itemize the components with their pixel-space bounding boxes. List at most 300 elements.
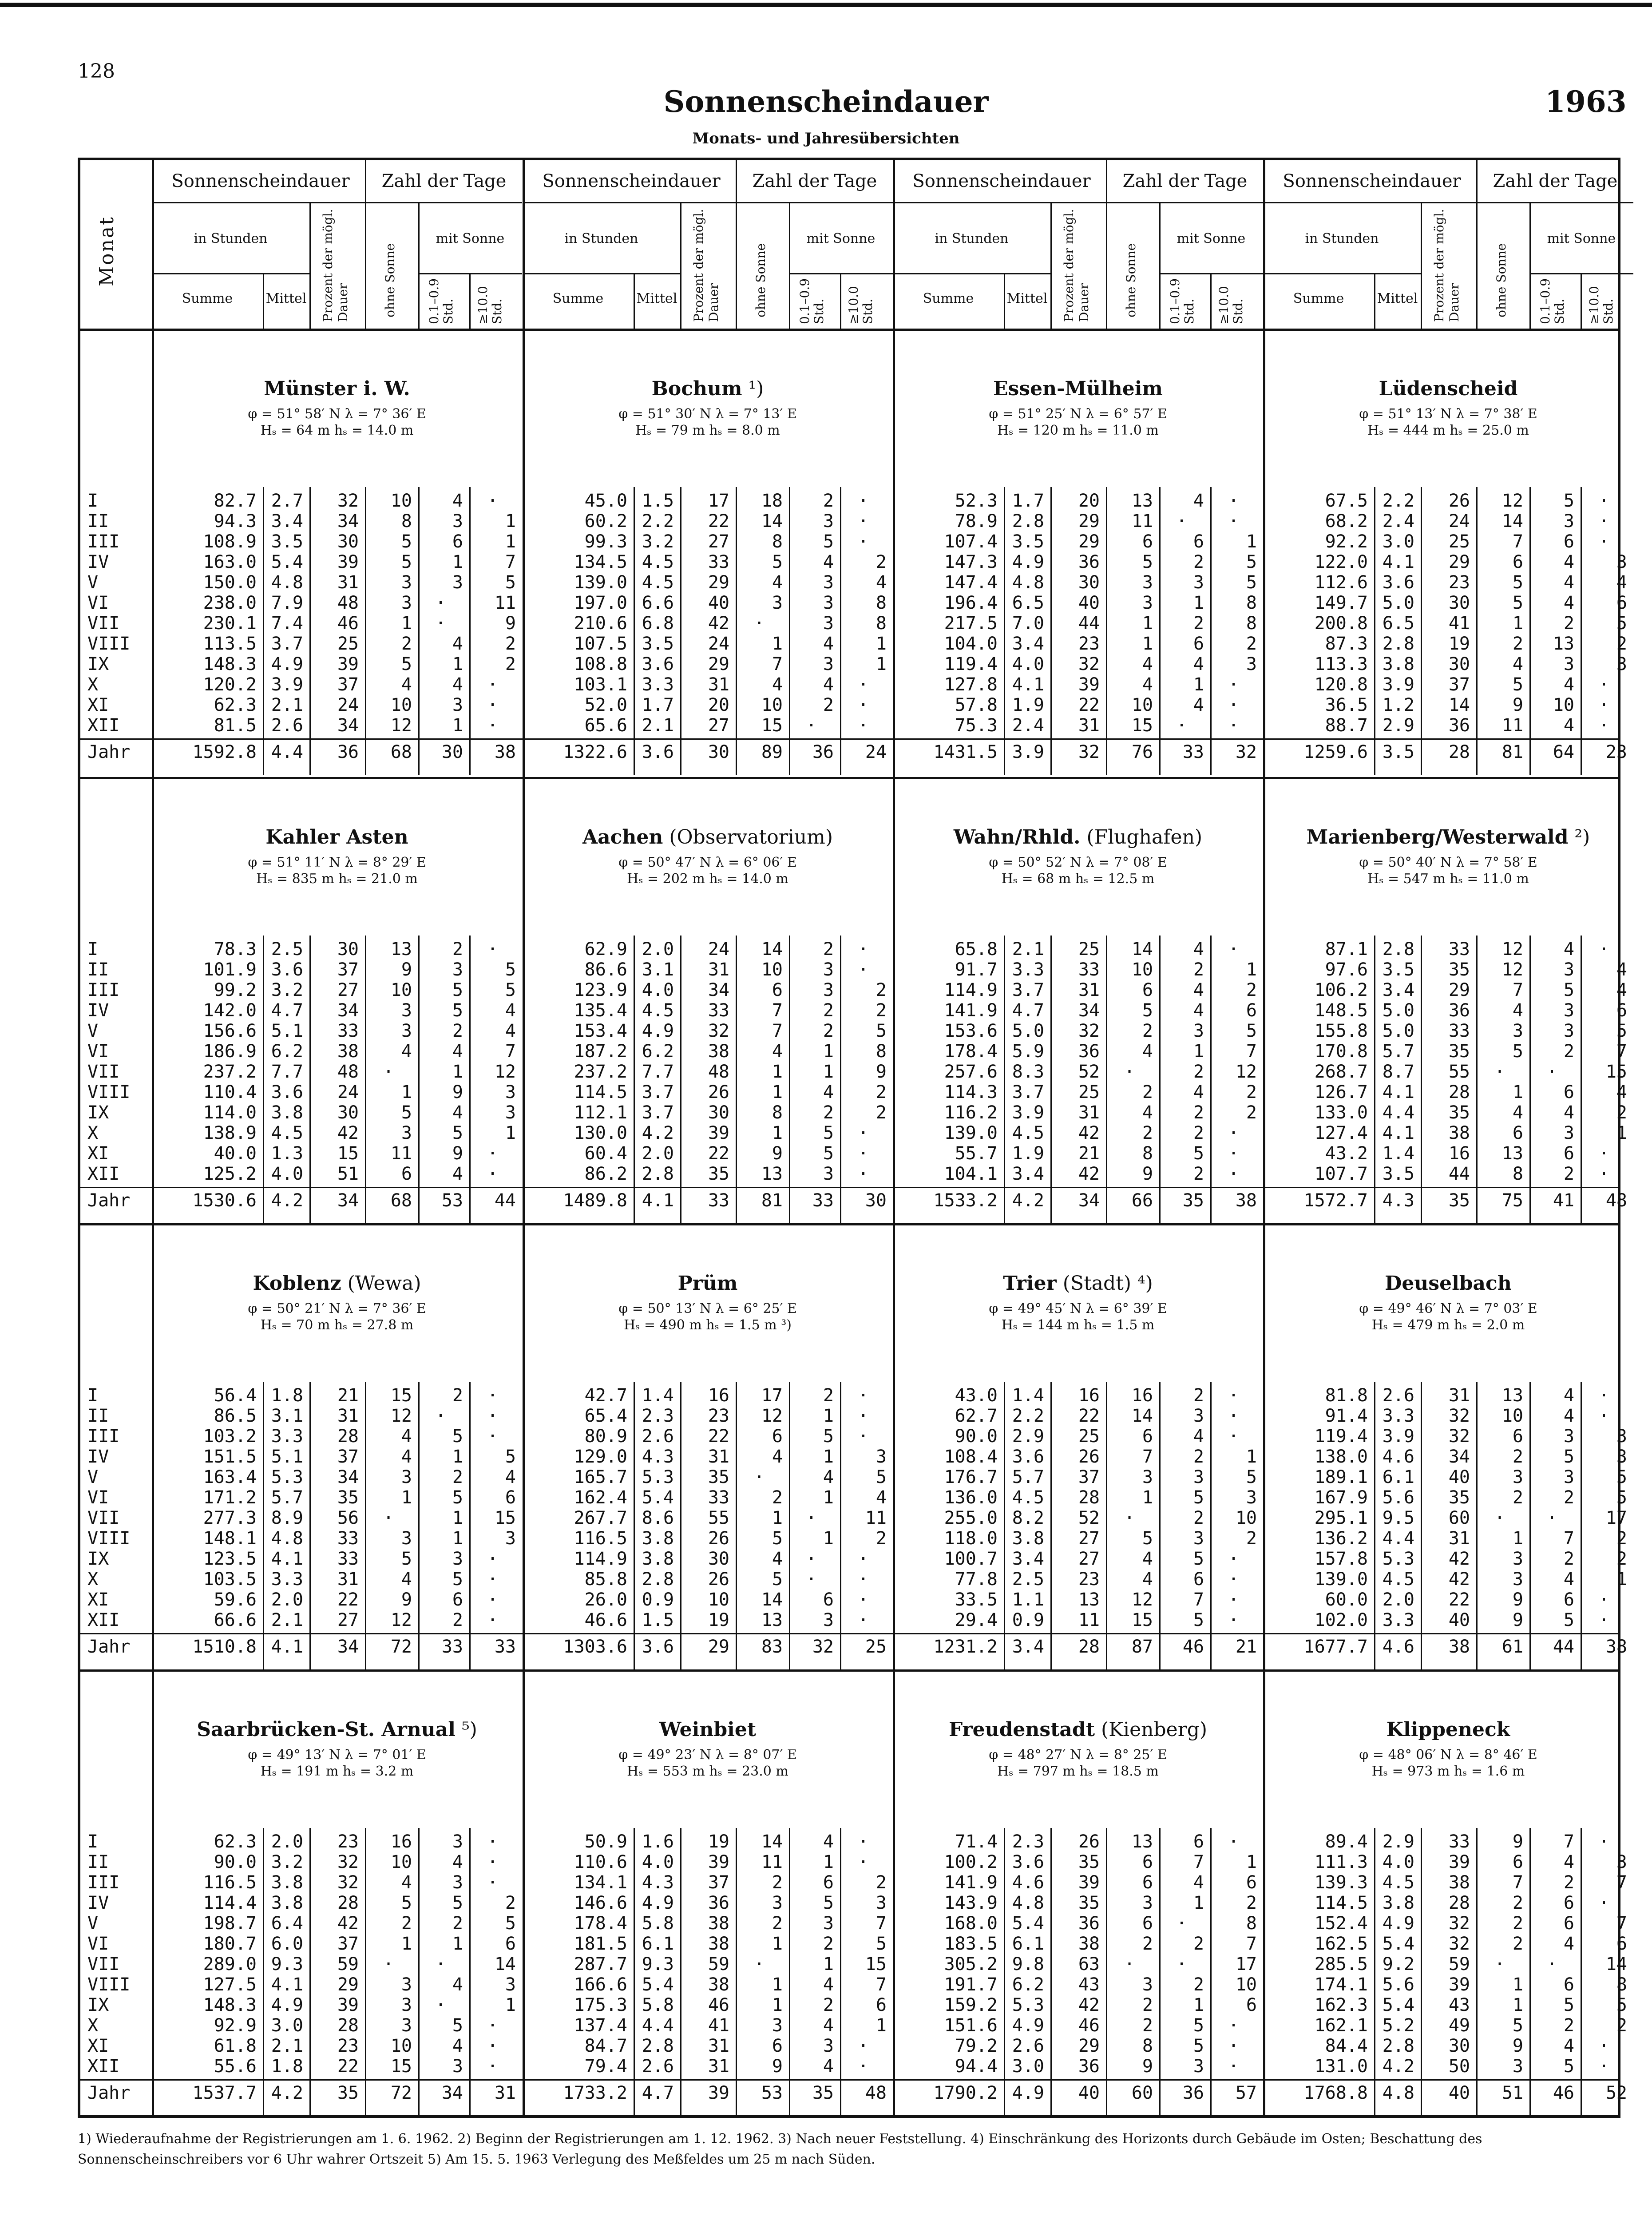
station-name: Koblenz (Wewa) [253, 1272, 421, 1295]
data-cell: · [383, 1508, 394, 1528]
total-cell: 48 [865, 2083, 887, 2103]
data-cell: 4.2 [642, 1123, 674, 1143]
station-name: Münster i. W. [264, 377, 410, 400]
data-cell: 5 [1142, 552, 1153, 572]
data-cell: 31 [1078, 715, 1100, 736]
data-cell: 6.1 [642, 1934, 674, 1954]
data-cell: 4.9 [642, 1021, 674, 1041]
data-cell: 2 [1193, 613, 1204, 634]
data-cell: 2 [1142, 2015, 1153, 2036]
data-cell: 162.3 [1314, 1995, 1368, 2015]
data-cell: 5 [505, 980, 516, 1000]
data-cell: 4.4 [1382, 1528, 1414, 1549]
data-cell: 1.4 [1012, 1385, 1044, 1406]
data-cell: 24 [1448, 511, 1470, 531]
data-cell: 34 [337, 715, 359, 736]
station-heights: Hₛ = 479 m hₛ = 2.0 m [1371, 1317, 1525, 1333]
data-cell: 148.5 [1314, 1000, 1368, 1021]
data-cell: 62.9 [584, 939, 627, 959]
month-label: XII [87, 1164, 120, 1184]
data-cell: 2 [1193, 1164, 1204, 1184]
data-cell: 5.9 [1012, 1041, 1044, 1062]
data-cell: 14 [1131, 1406, 1153, 1426]
data-cell: 9 [772, 1143, 783, 1164]
data-cell: 10 [390, 980, 412, 1000]
total-cell: 32 [1078, 742, 1100, 762]
data-cell: 40 [1078, 593, 1100, 613]
data-cell: 2.6 [1382, 1385, 1414, 1406]
data-cell: 4 [452, 2036, 463, 2056]
data-cell: 6.2 [1012, 1974, 1044, 1995]
data-cell: 10 [1553, 695, 1574, 715]
data-cell: 3.4 [1012, 1549, 1044, 1569]
data-cell: 81.5 [214, 715, 257, 736]
data-cell: 31 [1448, 1385, 1470, 1406]
data-cell: 2.8 [1382, 634, 1414, 654]
data-cell: 39 [337, 654, 359, 674]
data-cell: 2 [1512, 1487, 1523, 1508]
data-cell: 3.9 [271, 674, 303, 695]
data-cell: 5 [1616, 1467, 1627, 1487]
data-cell: · [1228, 1123, 1239, 1143]
rule-vertical [469, 273, 471, 329]
data-cell: 22 [1448, 1590, 1470, 1610]
month-label: II [87, 511, 109, 531]
data-cell: 39 [708, 1852, 729, 1872]
data-cell: 1 [505, 511, 516, 531]
data-cell: 9 [1512, 1610, 1523, 1630]
data-cell: 4 [772, 1041, 783, 1062]
data-cell: 46.6 [584, 1610, 627, 1630]
data-cell: 28 [1078, 1487, 1100, 1508]
data-cell: 4.6 [1012, 1872, 1044, 1893]
data-cell: 2 [1142, 1021, 1153, 1041]
data-cell: 15 [1605, 1062, 1627, 1082]
station-coordinates: φ = 51° 13′ N λ = 7° 38′ E [1359, 406, 1537, 422]
data-cell: 3 [1193, 1021, 1204, 1041]
data-cell: 3.6 [1382, 572, 1414, 593]
data-cell: 2 [1142, 1082, 1153, 1102]
station-coordinates: φ = 48° 27′ N λ = 8° 25′ E [989, 1747, 1167, 1763]
total-cell: 28 [1448, 742, 1470, 762]
data-cell: 40 [1448, 1610, 1470, 1630]
month-label: I [87, 1385, 99, 1406]
data-cell: 5 [1142, 1000, 1153, 1021]
data-cell: 11 [1078, 1610, 1100, 1630]
station-heights: Hₛ = 973 m hₛ = 1.6 m [1371, 1764, 1525, 1779]
data-cell: 1 [823, 1041, 834, 1062]
data-cell: 104.1 [944, 1164, 998, 1184]
data-cell: 3.8 [271, 1893, 303, 1913]
header-d1: 0.1–0.9 Std. [1538, 278, 1567, 324]
data-cell: · [1228, 2036, 1239, 2056]
station-coordinates: φ = 50° 13′ N λ = 6° 25′ E [618, 1301, 797, 1316]
data-cell: 3.6 [1012, 1852, 1044, 1872]
data-cell: 100.7 [944, 1549, 998, 1569]
data-cell: 4 [452, 1164, 463, 1184]
total-cell: 75 [1501, 1190, 1523, 1211]
data-cell: 99.3 [584, 531, 627, 552]
data-cell: 29 [1078, 511, 1100, 531]
data-cell: 43.2 [1325, 1143, 1368, 1164]
data-cell: 48 [337, 1062, 359, 1082]
data-cell: 157.8 [1314, 1549, 1368, 1569]
data-cell: 3 [772, 593, 783, 613]
page-title: Sonnenscheindauer [663, 84, 989, 119]
data-cell: · [858, 695, 869, 715]
total-cell: 1303.6 [563, 1637, 627, 1657]
data-cell: 127.5 [203, 1974, 257, 1995]
data-cell: 6 [1512, 1123, 1523, 1143]
data-cell: 38 [1078, 1934, 1100, 1954]
month-label: XI [87, 2036, 109, 2056]
data-cell: 107.5 [574, 634, 627, 654]
total-cell: 36 [1182, 2083, 1204, 2103]
data-cell: · [806, 1569, 817, 1590]
data-cell: 2.5 [271, 939, 303, 959]
data-cell: 134.5 [574, 552, 627, 572]
data-cell: 6 [1142, 980, 1153, 1000]
data-cell: 60.2 [584, 511, 627, 531]
data-cell: 6 [1512, 1852, 1523, 1872]
data-cell: 12 [390, 715, 412, 736]
data-cell: 2 [1512, 1913, 1523, 1934]
data-cell: 104.0 [944, 634, 998, 654]
data-cell: 147.4 [944, 572, 998, 593]
data-cell: 2.0 [1382, 1590, 1414, 1610]
data-cell: 26 [1078, 1447, 1100, 1467]
data-cell: 4.9 [642, 1893, 674, 1913]
data-cell: 42 [337, 1123, 359, 1143]
data-cell: 30 [1448, 654, 1470, 674]
data-cell: 3.5 [1382, 1164, 1414, 1184]
month-label: IV [87, 552, 109, 572]
data-cell: 23 [337, 2036, 359, 2056]
data-cell: 2 [876, 1528, 887, 1549]
total-cell: 4.1 [642, 1190, 674, 1211]
header-ohne-sonne: ohne Sonne [383, 243, 397, 317]
data-cell: 3 [1512, 1569, 1523, 1590]
total-cell: 68 [390, 1190, 412, 1211]
data-cell: 176.7 [944, 1467, 998, 1487]
data-cell: 3.6 [642, 654, 674, 674]
month-label: XI [87, 1143, 109, 1164]
data-cell: 4 [1616, 572, 1627, 593]
data-cell: 2 [823, 491, 834, 511]
page-subtitle: Monats- und Jahresübersichten [692, 130, 960, 147]
data-cell: 3 [1246, 1487, 1257, 1508]
month-label: IV [87, 1447, 109, 1467]
data-cell: 5.7 [271, 1487, 303, 1508]
data-cell: 39 [708, 1123, 729, 1143]
data-cell: 3.8 [271, 1102, 303, 1123]
data-cell: 32 [1078, 1021, 1100, 1041]
data-cell: 2 [772, 1913, 783, 1934]
data-cell: 5 [1512, 674, 1523, 695]
data-cell: 165.7 [574, 1467, 627, 1487]
data-cell: 10 [390, 491, 412, 511]
data-cell: · [1124, 1954, 1135, 1974]
data-cell: 6 [1616, 593, 1627, 613]
rule-horizontal [78, 777, 1620, 779]
data-cell: 3 [823, 980, 834, 1000]
station-name: Weinbiet [659, 1718, 757, 1741]
data-cell: 3.5 [271, 531, 303, 552]
data-cell: 5 [1616, 1021, 1627, 1041]
month-label: V [87, 572, 99, 593]
total-cell: 1768.8 [1303, 2083, 1368, 2103]
total-cell: 89 [761, 742, 783, 762]
data-cell: 5.3 [642, 1467, 674, 1487]
data-cell: 6 [823, 1590, 834, 1610]
data-cell: 3 [1142, 1467, 1153, 1487]
data-cell: 6 [1142, 1852, 1153, 1872]
station-coordinates: φ = 50° 52′ N λ = 7° 08′ E [989, 855, 1167, 870]
data-cell: 2 [1616, 634, 1627, 654]
data-cell: 2 [1193, 552, 1204, 572]
data-cell: 101.9 [203, 959, 257, 980]
month-label: VI [87, 1487, 109, 1508]
total-cell: 38 [494, 742, 516, 762]
data-cell: 4 [452, 491, 463, 511]
data-cell: 116.2 [944, 1102, 998, 1123]
data-cell: 4 [452, 634, 463, 654]
data-cell: 198.7 [203, 1913, 257, 1934]
data-cell: 111.3 [1314, 1852, 1368, 1872]
data-cell: · [753, 613, 765, 634]
month-label: VIII [87, 634, 131, 654]
station-heights: Hₛ = 835 m hₛ = 21.0 m [256, 871, 418, 887]
data-cell: 31 [1078, 980, 1100, 1000]
data-cell: 14 [1448, 695, 1470, 715]
data-cell: 32 [1448, 1934, 1470, 1954]
header-mit-sonne: mit Sonne [1547, 231, 1616, 246]
data-cell: 7.0 [1012, 613, 1044, 634]
data-cell: 5 [1512, 572, 1523, 593]
data-cell: 9 [505, 613, 516, 634]
header-summe: Summe [1293, 291, 1344, 306]
total-cell: 1790.2 [933, 2083, 998, 2103]
data-cell: · [753, 1467, 765, 1487]
data-cell: · [487, 1590, 498, 1610]
data-cell: 35 [1448, 1041, 1470, 1062]
data-cell: 35 [337, 1487, 359, 1508]
data-cell: 4 [401, 1872, 412, 1893]
total-cell: 28 [1078, 1637, 1100, 1657]
total-cell: 3.6 [642, 742, 674, 762]
footnote-line-2: Sonnenscheinschreibers vor 6 Uhr wahrer Ortszeit 5) Am 15. 5. 1963 Verlegung des Meßfeldes um 25 m nach Süden. [78, 2152, 876, 2167]
total-cell: 33 [494, 1637, 516, 1657]
data-cell: 6.1 [1382, 1467, 1414, 1487]
data-cell: 6 [1246, 1000, 1257, 1021]
data-cell: · [1228, 511, 1239, 531]
month-label: VI [87, 1934, 109, 1954]
data-cell: 41 [1448, 613, 1470, 634]
data-cell: 1.7 [1012, 491, 1044, 511]
data-cell: 17 [708, 491, 729, 511]
data-cell: 94.4 [955, 2056, 998, 2077]
data-cell: 1 [823, 1406, 834, 1426]
data-cell: 4.5 [1012, 1123, 1044, 1143]
data-cell: 68.2 [1325, 511, 1368, 531]
data-cell: 11 [1501, 715, 1523, 736]
data-cell: 10 [761, 959, 783, 980]
data-cell: 102.0 [1314, 1610, 1368, 1630]
page-number: 128 [78, 60, 115, 83]
total-cell: 3.6 [642, 1637, 674, 1657]
data-cell: 22 [337, 2056, 359, 2077]
data-cell: 32 [337, 1852, 359, 1872]
header-zahl-der-tage: Zahl der Tage [381, 171, 507, 191]
total-cell: 30 [708, 742, 729, 762]
data-cell: 39 [1078, 674, 1100, 695]
data-cell: 4 [1563, 674, 1574, 695]
data-cell: 237.2 [574, 1062, 627, 1082]
data-cell: 6 [1616, 1934, 1627, 1954]
data-cell: · [1228, 1549, 1239, 1569]
total-cell: 1231.2 [933, 1637, 998, 1657]
total-cell: 51 [1501, 2083, 1523, 2103]
data-cell: 114.5 [574, 1082, 627, 1102]
data-cell: 5.7 [1382, 1041, 1414, 1062]
data-cell: 10 [390, 1852, 412, 1872]
data-cell: 36 [1078, 552, 1100, 572]
data-cell: 33 [708, 1000, 729, 1021]
data-cell: · [858, 1406, 869, 1426]
data-cell: 3 [1616, 1426, 1627, 1447]
total-cell: 21 [1235, 1637, 1257, 1657]
data-cell: 62.3 [214, 1832, 257, 1852]
data-cell: · [1176, 511, 1187, 531]
data-cell: 26 [708, 1528, 729, 1549]
data-cell: · [1598, 1143, 1609, 1164]
data-cell: 43.0 [955, 1385, 998, 1406]
total-cell: 35 [1448, 1190, 1470, 1211]
data-cell: 9.3 [642, 1954, 674, 1974]
month-label: VII [87, 613, 120, 634]
data-cell: 4 [1563, 1406, 1574, 1426]
data-cell: 84.4 [1325, 2036, 1368, 2056]
rule-vertical [1529, 202, 1531, 329]
data-cell: 1.7 [642, 695, 674, 715]
data-cell: 3 [401, 1000, 412, 1021]
data-cell: 1 [1193, 1995, 1204, 2015]
data-cell: 2 [1142, 1995, 1153, 2015]
data-cell: 51 [337, 1164, 359, 1184]
data-cell: 5 [1512, 593, 1523, 613]
data-cell: 5 [1193, 1143, 1204, 1164]
data-cell: 10 [1131, 695, 1153, 715]
data-cell: 12 [1501, 959, 1523, 980]
data-cell: 6.4 [271, 1913, 303, 1934]
data-cell: 4 [401, 674, 412, 695]
data-cell: 2.9 [1382, 1832, 1414, 1852]
data-cell: 27 [1078, 1528, 1100, 1549]
data-cell: 1 [1142, 1487, 1153, 1508]
data-cell: 3 [401, 1974, 412, 1995]
data-cell: 148.3 [203, 1995, 257, 2015]
data-cell: 181.5 [574, 1934, 627, 1954]
total-cell: 1733.2 [563, 2083, 627, 2103]
data-cell: · [1228, 2015, 1239, 2036]
month-label: V [87, 1467, 99, 1487]
data-cell: 79.2 [955, 2036, 998, 2056]
data-cell: 141.9 [944, 1000, 998, 1021]
station-suffix: (Flughafen) [1080, 826, 1203, 848]
data-cell: 200.8 [1314, 613, 1368, 634]
data-cell: · [806, 1508, 817, 1528]
data-cell: 34 [1078, 1000, 1100, 1021]
data-cell: 1 [1246, 1447, 1257, 1467]
data-cell: 159.2 [944, 1995, 998, 2015]
data-cell: 48 [337, 593, 359, 613]
data-cell: 3.8 [1012, 1528, 1044, 1549]
data-cell: 42 [1078, 1995, 1100, 2015]
data-cell: 3.8 [642, 1528, 674, 1549]
data-cell: 5.4 [1012, 1913, 1044, 1934]
data-cell: 4.1 [271, 1974, 303, 1995]
data-cell: 52.3 [955, 491, 998, 511]
data-cell: 6 [1563, 1913, 1574, 1934]
data-cell: 29 [1078, 2036, 1100, 2056]
data-cell: 37 [708, 1872, 729, 1893]
data-cell: 5 [401, 531, 412, 552]
data-cell: 4 [1616, 959, 1627, 980]
data-cell: 50 [1448, 2056, 1470, 2077]
rule-horizontal [78, 1669, 1620, 1672]
data-cell: · [1598, 939, 1609, 959]
data-cell: 4 [823, 1974, 834, 1995]
data-cell: 0.9 [642, 1590, 674, 1610]
data-cell: 14 [1605, 1954, 1627, 1974]
data-cell: 4 [1563, 715, 1574, 736]
station-name: Wahn/Rhld. (Flughafen) [953, 826, 1203, 848]
data-cell: · [753, 1954, 765, 1974]
data-cell: 30 [1448, 2036, 1470, 2056]
data-cell: 5 [1246, 572, 1257, 593]
data-cell: 6 [1193, 1832, 1204, 1852]
station-name: Deuselbach [1385, 1272, 1512, 1295]
data-cell: 4.0 [1012, 654, 1044, 674]
data-cell: 6 [401, 1164, 412, 1184]
data-cell: 197.0 [574, 593, 627, 613]
data-cell: 3 [1193, 1406, 1204, 1426]
data-cell: 180.7 [203, 1934, 257, 1954]
data-cell: 90.0 [214, 1852, 257, 1872]
data-cell: 16 [1448, 1143, 1470, 1164]
data-cell: · [858, 1123, 869, 1143]
data-cell: 1 [823, 1528, 834, 1549]
data-cell: 35 [1448, 1487, 1470, 1508]
data-cell: 48 [708, 1062, 729, 1082]
month-label: IX [87, 654, 109, 674]
data-cell: 4 [1142, 674, 1153, 695]
data-cell: 2.6 [642, 1426, 674, 1447]
data-cell: 3 [823, 654, 834, 674]
data-cell: 4 [1142, 1102, 1153, 1123]
data-cell: 4 [401, 1569, 412, 1590]
data-cell: 285.5 [1314, 1954, 1368, 1974]
data-cell: 187.2 [574, 1041, 627, 1062]
data-cell: 5.0 [1382, 1000, 1414, 1021]
data-cell: 22 [708, 1143, 729, 1164]
data-cell: 3 [823, 1913, 834, 1934]
data-cell: 15 [1131, 715, 1153, 736]
data-cell: 14 [761, 1832, 783, 1852]
data-cell: 1 [1512, 1082, 1523, 1102]
data-cell: · [487, 1852, 498, 1872]
data-cell: 1 [452, 654, 463, 674]
